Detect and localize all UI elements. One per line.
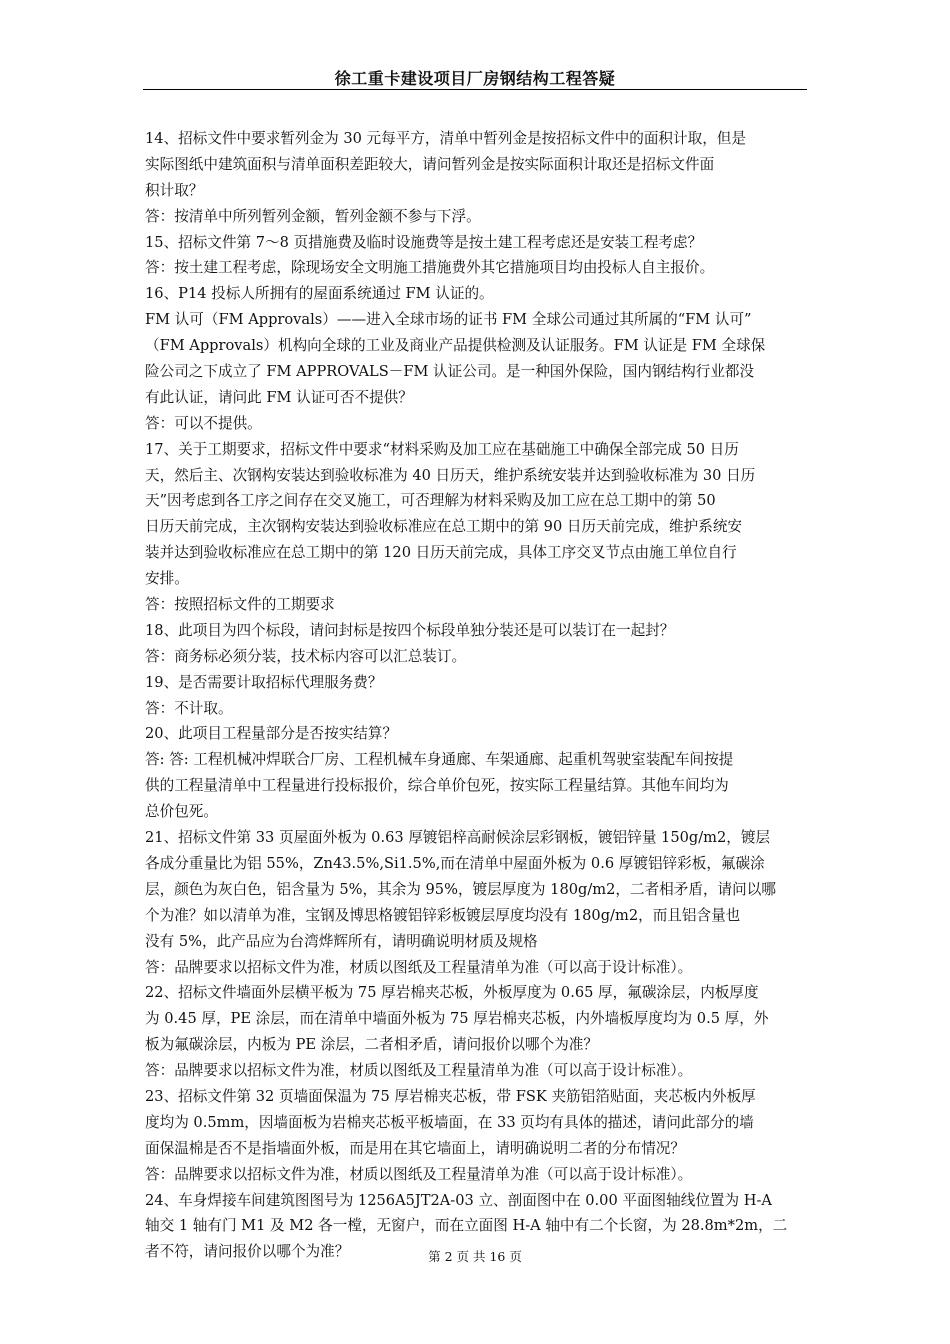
text-line: 装并达到验收标准应在总工期中的第 120 日历天前完成，具体工序交叉节点由施工单位自行 <box>145 544 737 562</box>
text-line: 答：品牌要求以招标文件为准，材质以图纸及工程量清单为准（可以高于设计标准）。 <box>145 958 693 976</box>
text-line: 度均为 0.5mm，因墙面板为岩棉夹芯板平板墙面，在 33 页均有具体的描述，请问此部分的墙 <box>145 1113 754 1131</box>
text-line: 24、车身焊接车间建筑图图号为 1256A5JT2A-03 立、剖面图中在 0.00 平面图轴线位置为 H-A <box>145 1191 772 1209</box>
text-line: 答：商务标必须分装，技术标内容可以汇总装订。 <box>145 647 467 665</box>
text-line: 19、是否需要计取招标代理服务费？ <box>145 673 383 691</box>
text-line: 答：按土建工程考虑，除现场安全文明施工措施费外其它措施项目均由投标人自主报价。 <box>145 259 715 277</box>
text-line: 17、关于工期要求，招标文件中要求“材料采购及加工应在基础施工中确保全部完成 50 日历 <box>145 440 739 458</box>
page-footer-number: 第 2 页 共 16 页 <box>428 1249 522 1264</box>
text-line: 日历天前完成，主次钢构安装达到验收标准应在总工期中的第 90 日历天前完成，维护系统安 <box>145 518 743 536</box>
text-line: 险公司之下成立了 FM APPROVALS－FM 认证公司。是一种国外保险，国内钢结构行业都没 <box>145 363 755 381</box>
text-line: 14、招标文件中要求暂列金为 30 元每平方，清单中暂列金是按招标文件中的面积计取，但是 <box>145 130 746 147</box>
text-line: 实际图纸中建筑面积与清单面积差距较大，请问暂列金是按实际面积计取还是招标文件面 <box>145 155 715 173</box>
text-line: 天，然后主、次钢构安装达到验收标准为 40 日历天，维护系统安装并达到验收标准为 30 日历 <box>145 466 756 484</box>
text-line: 答: 答: 工程机械冲焊联合厂房、工程机械车身通廊、车架通廊、起重机驾驶室装配车间按提 <box>145 751 734 769</box>
text-line: 板为氟碳涂层，内板为 PE 涂层，二者相矛盾，请问报价以哪个为准？ <box>145 1036 598 1054</box>
text-line: 21、招标文件第 33 页屋面外板为 0.63 厚镀铝梓高耐候涂层彩钢板，镀铝锌量 150g/m2，镀层 <box>145 829 771 847</box>
text-line: 层，颜色为灰白色，铝含量为 5%，其余为 95%，镀层厚度为 180g/m2，二者相矛盾，请问以哪 <box>145 880 776 898</box>
text-line: 答：品牌要求以招标文件为准，材质以图纸及工程量清单为准（可以高于设计标准）。 <box>145 1165 693 1183</box>
text-line: 20、此项目工程量部分是否按实结算？ <box>145 725 398 743</box>
text-line: 各成分重量比为铝 55%，Zn43.5%,Si1.5%,而在清单中屋面外板为 0.6 厚镀铝锌彩板，氟碳涂 <box>145 854 765 872</box>
text-line: 15、招标文件第 7～8 页措施费及临时设施费等是按土建工程考虑还是安装工程考虑？ <box>145 233 703 251</box>
text-line: 答：按照招标文件的工期要求 <box>145 596 335 614</box>
document-body <box>145 126 809 1265</box>
text-line: 没有 5%，此产品应为台湾烨辉所有，请明确说明材质及规格 <box>145 932 538 950</box>
header-divider <box>143 89 807 90</box>
text-line: 安排。 <box>145 570 189 588</box>
text-line: 天”因考虑到各工序之间存在交叉施工，可否理解为材料采购及加工应在总工期中的第 50 <box>145 492 716 510</box>
text-line: 23、招标文件第 32 页墙面保温为 75 厚岩棉夹芯板，带 FSK 夹筋铝箔贴面，夹芯板内外板厚 <box>145 1087 756 1105</box>
text-line: 积计取？ <box>145 181 204 199</box>
page-header-title: 徐工重卡建设项目厂房钢结构工程答疑 <box>334 69 616 88</box>
text-line: 面保温棉是否不是指墙面外板，而是用在其它墙面上，请明确说明二者的分布情况？ <box>145 1139 685 1157</box>
text-line: 答：按清单中所列暂列金额，暂列金额不参与下浮。 <box>145 207 481 225</box>
text-line: 有此认证，请问此 FM 认证可否不提供？ <box>145 388 413 406</box>
text-line: 供的工程量清单中工程量进行投标报价，综合单价包死，按实际工程量结算。其他车间均为 <box>145 777 729 795</box>
text-line: （FM Approvals）机构向全球的工业及商业产品提供检测及认证服务。FM 认证是 FM 全球保 <box>145 337 766 355</box>
text-line: 为 0.45 厚，PE 涂层，而在清单中墙面外板为 75 厚岩棉夹芯板，内外墙板厚度均为 0.5 厚，外 <box>145 1010 769 1028</box>
text-line: 总价包死。 <box>145 803 218 821</box>
text-line: 轴交 1 轴有门 M1 及 M2 各一樘，无窗户，而在立面图 H-A 轴中有二个长窗，为 28.8m*2m，二 <box>145 1217 788 1235</box>
text-line: 22、招标文件墙面外层横平板为 75 厚岩棉夹芯板，外板厚度为 0.65 厚，氟碳涂层，内板厚度 <box>145 984 759 1002</box>
text-line: 者不符，请问报价以哪个为准？ <box>145 1243 350 1261</box>
text-line: 答：不计取。 <box>145 699 233 717</box>
text-line: FM 认可（FM Approvals）——进入全球市场的证书 FM 全球公司通过其所属的“FM 认可” <box>145 311 752 329</box>
text-line: 18、此项目为四个标段，请问封标是按四个标段单独分装还是可以装订在一起封？ <box>145 621 675 639</box>
text-line: 答：品牌要求以招标文件为准，材质以图纸及工程量清单为准（可以高于设计标准）。 <box>145 1062 693 1080</box>
text-line: 16、P14 投标人所拥有的屋面系统通过 FM 认证的。 <box>145 285 494 303</box>
text-line: 答：可以不提供。 <box>145 414 262 432</box>
text-line: 个为准？如以清单为准，宝钢及博思格镀铝锌彩板镀层厚度均没有 180g/m2，而且铝含量也 <box>145 906 741 924</box>
